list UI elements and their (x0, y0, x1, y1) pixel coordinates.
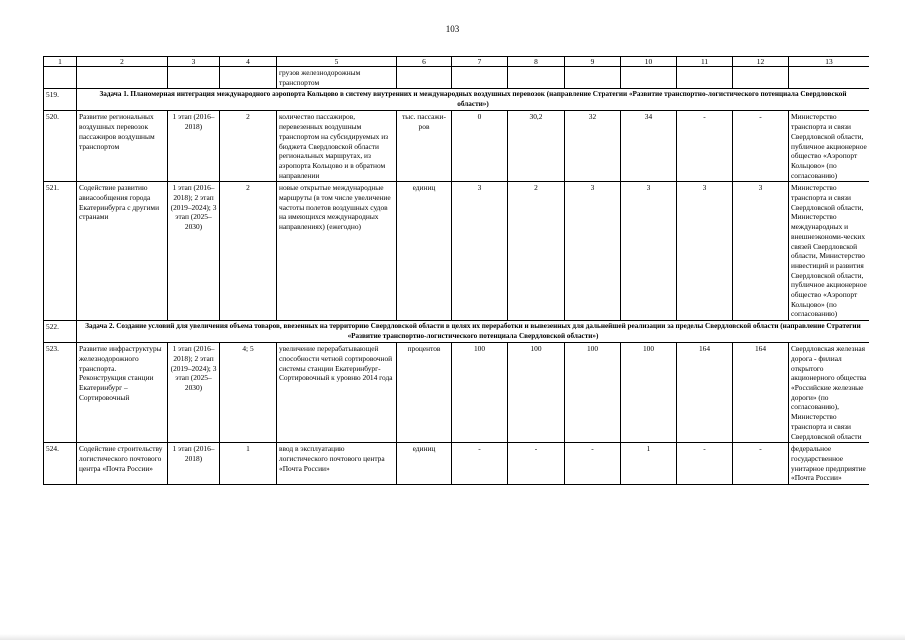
value-col11: - (677, 111, 733, 182)
responsible: Министерство транспорта и связи Свердловской области, Министерство международных и внешнеэкономи-ческих связей Свердловской области, Министерство инвестиций и развития Свердловской области, публичное акционерное общество «Аэропорт Кольцово» (по согласованию) (789, 182, 870, 321)
stage: 1 этап (2016–2018) (168, 443, 220, 485)
value-col8: 2 (508, 182, 565, 321)
value-col10: 100 (621, 343, 677, 443)
stage: 1 этап (2016–2018) (168, 111, 220, 182)
table-row-521 (44, 182, 870, 321)
value-col7: 0 (452, 111, 508, 182)
task-row-519 (44, 89, 870, 111)
value-col10: 1 (621, 443, 677, 485)
table-row-523 (44, 343, 870, 443)
header-cell: 10 (621, 57, 677, 67)
value-col7: - (452, 443, 508, 485)
table-cell (44, 67, 77, 89)
row-number: 521. (44, 182, 77, 321)
header-cell: 2 (77, 57, 168, 67)
header-cell: 4 (220, 57, 277, 67)
table-cell (677, 67, 733, 89)
activity-name: Содействие развитию авиасообщения города Екатеринбурга с другими странами (77, 182, 168, 321)
value-col7: 3 (452, 182, 508, 321)
value-col8: 30,2 (508, 111, 565, 182)
unit: единиц (397, 443, 452, 485)
goal-ref: 4; 5 (220, 343, 277, 443)
value-col11: - (677, 443, 733, 485)
header-cell: 12 (733, 57, 789, 67)
table-row-524 (44, 443, 870, 485)
table-cell (733, 67, 789, 89)
value-col10: 34 (621, 111, 677, 182)
table-container (43, 56, 869, 618)
value-col12: 3 (733, 182, 789, 321)
table-row-520 (44, 111, 870, 182)
value-col8: 100 (508, 343, 565, 443)
header-cell: 8 (508, 57, 565, 67)
unit: единиц (397, 182, 452, 321)
row-number: 522. (44, 321, 77, 343)
responsible: Министерство транспорта и связи Свердловской области, публичное акционерное общество «Аэропорт Кольцово» (по согласованию) (789, 111, 870, 182)
table-cell (77, 67, 168, 89)
stage: 1 этап (2016–2018); 2 этап (2019–2024); 3 этап (2025–2030) (168, 343, 220, 443)
goal-ref: 2 (220, 182, 277, 321)
header-cell: 1 (44, 57, 77, 67)
header-cell: 3 (168, 57, 220, 67)
table-row-continuation (44, 67, 870, 89)
activity-name: Содействие строительству логистического почтового центра «Почта России» (77, 443, 168, 485)
header-cell: 13 (789, 57, 870, 67)
indicator: новые открытые международные маршруты (в том числе увеличение частоты полетов воздушных судов на имеющихся международных направлениях) (ежегодно) (277, 182, 397, 321)
header-cell: 6 (397, 57, 452, 67)
value-col8: - (508, 443, 565, 485)
value-col12: 164 (733, 343, 789, 443)
page-number: 103 (445, 24, 460, 34)
value-col12: - (733, 443, 789, 485)
responsible: Свердловская железная дорога - филиал открытого акционерного общества «Российские железные дороги» (по согласованию), Министерство транспорта и связи Свердловской области (789, 343, 870, 443)
strategy-table (43, 56, 869, 485)
row-number: 520. (44, 111, 77, 182)
table-cell (220, 67, 277, 89)
row-number: 519. (44, 89, 77, 111)
header-cell: 7 (452, 57, 508, 67)
scan-edge (0, 634, 905, 640)
table-cell (168, 67, 220, 89)
table-cell (789, 67, 870, 89)
value-col9: 32 (565, 111, 621, 182)
activity-name: Развитие инфраструктуры железнодорожного транспорта. Реконструкция станции Екатеринбург – Сортировочный (77, 343, 168, 443)
value-col7: 100 (452, 343, 508, 443)
value-col12: - (733, 111, 789, 182)
header-cell: 5 (277, 57, 397, 67)
value-col9: 3 (565, 182, 621, 321)
table-cell: грузов железнодорожным транспортом (277, 67, 397, 89)
value-col11: 3 (677, 182, 733, 321)
header-row (44, 57, 870, 67)
table-cell (565, 67, 621, 89)
indicator: количество пассажиров, перевезенных воздушным транспортом на субсидируемых из бюджета Свердловской области региональных маршрутах, из аэропорта Кольцово и в обратном направлении (277, 111, 397, 182)
value-col11: 164 (677, 343, 733, 443)
unit: тыс. пассажи-ров (397, 111, 452, 182)
activity-name: Развитие региональных воздушных перевозок пассажиров воздушным транспортом (77, 111, 168, 182)
table-cell (621, 67, 677, 89)
task-heading: Задача 1. Планомерная интеграция международного аэропорта Кольцово в систему внутренних и международных воздушных перевозок (направление Стратегии «Развитие транспортно-логистического потенциала Свердловской области») (77, 89, 870, 111)
stage: 1 этап (2016–2018); 2 этап (2019–2024); 3 этап (2025–2030) (168, 182, 220, 321)
goal-ref: 2 (220, 111, 277, 182)
responsible: федеральное государственное унитарное предприятие «Почта России» (789, 443, 870, 485)
goal-ref: 1 (220, 443, 277, 485)
header-cell: 11 (677, 57, 733, 67)
value-col9: - (565, 443, 621, 485)
header-cell: 9 (565, 57, 621, 67)
row-number: 523. (44, 343, 77, 443)
unit: процентов (397, 343, 452, 443)
value-col9: 100 (565, 343, 621, 443)
value-col10: 3 (621, 182, 677, 321)
indicator: ввод в эксплуатацию логистического почтового центра «Почта России» (277, 443, 397, 485)
task-row-522 (44, 321, 870, 343)
indicator: увеличение перерабатывающей способности четной сортировочной системы станции Екатеринбург-Сортировочный к уровню 2014 года (277, 343, 397, 443)
task-heading: Задача 2. Создание условий для увеличения объема товаров, ввезенных на территорию Свердловской области в целях их переработки и вывезенных для дальнейшей реализации за пределы Свердловской области (направление Стратегии «Развитие транспортно-логистического потенциала Свердловской области») (77, 321, 870, 343)
row-number: 524. (44, 443, 77, 485)
table-cell (508, 67, 565, 89)
table-cell (452, 67, 508, 89)
table-cell (397, 67, 452, 89)
